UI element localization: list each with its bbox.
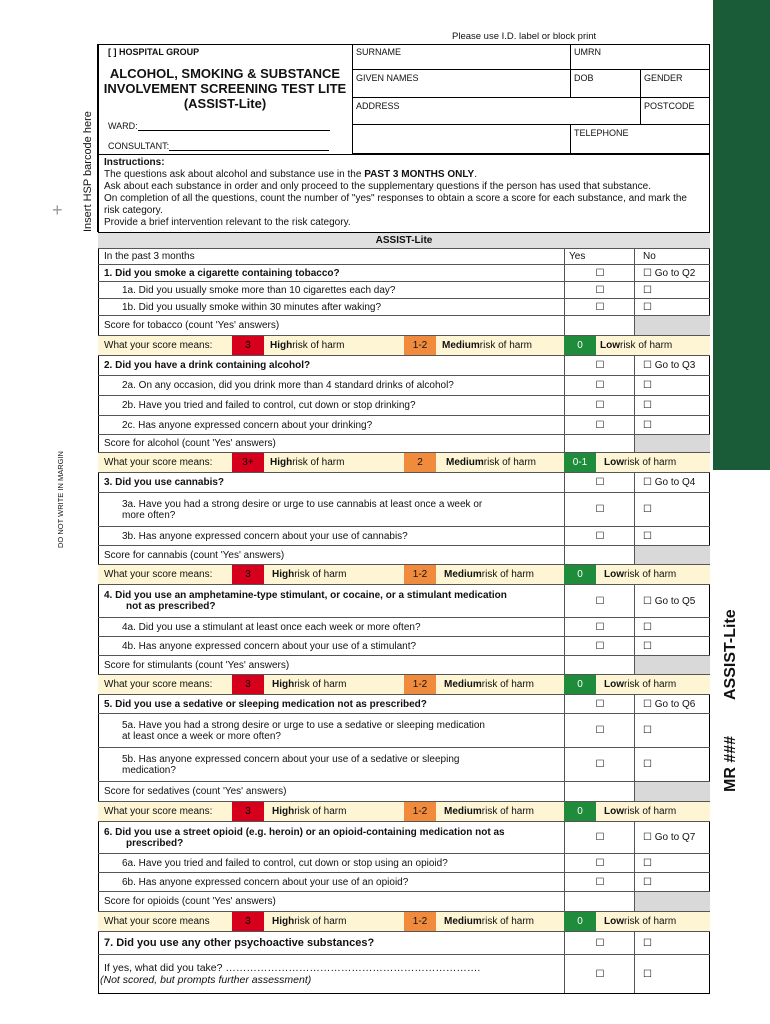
yes-header: Yes: [564, 249, 634, 264]
score-row: [98, 892, 710, 912]
medium-score: 2: [404, 453, 436, 472]
question-row: [98, 376, 710, 396]
high-score: 3: [232, 675, 264, 694]
question-row: [98, 356, 710, 376]
question-text: [122, 493, 482, 526]
text: not as prescribed?: [126, 601, 216, 612]
low-text: [604, 565, 676, 584]
text: .: [474, 169, 477, 180]
question-text: 2. Did you have a drink containing alcohol?: [104, 360, 311, 371]
low-score: 0: [564, 675, 596, 694]
risk-row: [98, 336, 710, 356]
score-label: Score for tobacco (count 'Yes' answers): [104, 320, 280, 331]
question-text: 1b. Did you usually smoke within 30 minutes after waking?: [122, 301, 382, 313]
text: risk of harm: [624, 679, 677, 690]
low-score: 0: [564, 336, 596, 355]
medium-text: [444, 565, 534, 584]
high-text: [272, 675, 346, 694]
yes-checkbox[interactable]: ☐: [564, 356, 635, 375]
question-text: 6a. Have you tried and failed to control, cut down or stop using an opioid?: [122, 857, 448, 869]
score-row: [98, 656, 710, 675]
no-checkbox[interactable]: ☐: [634, 416, 710, 434]
question-text: 4b. Has anyone expressed concern about your use of a stimulant?: [122, 640, 417, 652]
ward-label: WARD:: [108, 121, 138, 131]
question-text: 7. Did you use any other psychoactive substances?: [104, 937, 375, 949]
question-row: [98, 822, 710, 854]
yes-checkbox[interactable]: ☐: [564, 473, 635, 492]
low-score: 0-1: [564, 453, 596, 472]
risk-label: What your score means:: [104, 806, 213, 817]
question-row: [98, 527, 710, 546]
score-row: [98, 546, 710, 565]
text: risk of harm: [481, 569, 535, 580]
question-text: 2c. Has anyone expressed concern about your drinking?: [122, 419, 373, 431]
high-text: [272, 802, 346, 821]
no-checkbox[interactable]: ☐: [634, 618, 710, 636]
instructions-line: Ask about each substance in order and only proceed to the supplementary questions if the person has used that substance.: [104, 181, 652, 192]
address-field[interactable]: ADDRESS: [352, 98, 640, 125]
instructions: [98, 154, 710, 232]
risk-label: What your score means:: [104, 340, 213, 351]
question-row: [98, 932, 710, 955]
medium-score: 1-2: [404, 675, 436, 694]
yes-checkbox[interactable]: ☐: [564, 748, 635, 781]
text: Low: [604, 679, 624, 690]
text: PAST 3 MONTHS ONLY: [364, 169, 475, 180]
given-names-field[interactable]: GIVEN NAMES: [352, 70, 570, 98]
high-text: [272, 565, 346, 584]
title-line: (ASSIST-Lite): [183, 96, 267, 111]
yes-checkbox[interactable]: ☐: [564, 637, 635, 655]
low-text: [604, 802, 676, 821]
text: Medium: [444, 806, 482, 817]
ward-line: [138, 130, 330, 131]
no-checkbox[interactable]: ☐ Go to Q7: [634, 822, 710, 853]
no-checkbox[interactable]: ☐: [634, 282, 710, 298]
low-text: [604, 675, 676, 694]
no-checkbox[interactable]: ☐ Go to Q3: [634, 356, 710, 375]
question-row: [98, 955, 710, 993]
question-row: [98, 854, 710, 873]
yes-checkbox[interactable]: ☐: [564, 265, 635, 281]
ward-field[interactable]: [108, 121, 330, 131]
no-checkbox[interactable]: ☐: [634, 493, 710, 526]
yes-checkbox[interactable]: ☐: [564, 376, 635, 395]
gender-field[interactable]: GENDER: [640, 70, 710, 98]
text: Low: [604, 916, 624, 927]
question-text: 4a. Did you use a stimulant at least once each week or more often?: [122, 621, 421, 633]
high-score: 3: [232, 565, 264, 584]
consultant-line: [169, 150, 329, 151]
score-label: Score for alcohol (count 'Yes' answers): [104, 438, 276, 449]
text: risk of harm: [481, 916, 535, 927]
score-shaded: [634, 656, 710, 674]
band-title: ASSIST-Lite: [375, 235, 433, 246]
instructions-line: Provide a brief intervention relevant to the risk category.: [104, 217, 351, 228]
text: High: [272, 679, 295, 690]
text: The questions ask about alcohol and substance use in the: [104, 169, 365, 180]
score-input[interactable]: [564, 782, 635, 801]
barcode-label: Insert HSP barcode here: [82, 111, 94, 232]
risk-row: [98, 912, 710, 932]
text: High: [272, 806, 295, 817]
risk-label: What your score means:: [104, 569, 213, 580]
yes-checkbox[interactable]: ☐: [564, 932, 635, 954]
dob-field[interactable]: DOB: [570, 70, 640, 98]
question-row: [98, 416, 710, 435]
umrn-field[interactable]: UMRN: [570, 44, 710, 70]
question-text: [104, 585, 507, 617]
high-score: 3: [232, 802, 264, 821]
yes-checkbox[interactable]: ☐: [564, 493, 635, 526]
yes-checkbox[interactable]: ☐: [564, 299, 635, 315]
text: Low: [604, 569, 624, 580]
yes-checkbox[interactable]: ☐: [564, 396, 635, 415]
no-checkbox[interactable]: ☐: [634, 527, 710, 545]
score-input[interactable]: [564, 316, 635, 335]
title-line: ALCOHOL, SMOKING & SUBSTANCE: [109, 66, 341, 81]
score-label: Score for sedatives (count 'Yes' answers): [104, 786, 287, 797]
text: risk of harm: [292, 340, 345, 351]
telephone-field[interactable]: TELEPHONE: [570, 125, 710, 154]
question-text: [104, 822, 505, 853]
text: at least once a week or more often?: [122, 730, 281, 742]
risk-row: [98, 802, 710, 822]
no-checkbox[interactable]: ☐ Go to Q5: [634, 585, 710, 617]
low-score: 0: [564, 912, 596, 931]
text: Low: [600, 340, 620, 351]
score-shaded: [634, 782, 710, 801]
table-band: [98, 232, 710, 249]
low-text: [604, 453, 676, 472]
score-label: Score for cannabis (count 'Yes' answers): [104, 549, 285, 561]
yes-checkbox[interactable]: ☐: [564, 416, 635, 434]
low-text: [604, 912, 676, 931]
question-text: 3. Did you use cannabis?: [104, 477, 225, 488]
text: Medium: [444, 679, 482, 690]
yes-checkbox[interactable]: ☐: [564, 955, 635, 993]
text: Low: [604, 806, 624, 817]
yes-checkbox[interactable]: ☐: [564, 822, 635, 853]
text: risk of harm: [481, 679, 535, 690]
hospital-group: [ ] HOSPITAL GROUP: [108, 47, 200, 57]
no-checkbox[interactable]: ☐: [634, 396, 710, 415]
medium-text: [444, 912, 534, 931]
score-row: [98, 782, 710, 802]
text: risk of harm: [292, 457, 345, 468]
crosshair-icon: +: [52, 200, 63, 220]
question-text: 5. Did you use a sedative or sleeping medication not as prescribed?: [104, 698, 427, 710]
yes-checkbox[interactable]: ☐: [564, 618, 635, 636]
medium-score: 1-2: [404, 565, 436, 584]
consultant-field[interactable]: [108, 141, 329, 151]
question-row: [98, 265, 710, 282]
no-checkbox[interactable]: ☐ Go to Q4: [634, 473, 710, 492]
title-line: INVOLVEMENT SCREENING TEST LITE: [103, 81, 347, 96]
not-scored-note: (Not scored, but prompts further assessment): [100, 974, 312, 986]
question-text: [122, 714, 485, 747]
no-checkbox[interactable]: ☐: [634, 873, 710, 891]
question-row: [98, 873, 710, 892]
no-checkbox[interactable]: ☐: [634, 637, 710, 655]
score-shaded: [634, 546, 710, 564]
high-text: [270, 336, 344, 355]
text: risk of harm: [479, 340, 533, 351]
margin-note: DO NOT WRITE IN MARGIN: [56, 451, 65, 548]
question-text: 2b. Have you tried and failed to control, cut down or stop drinking?: [122, 400, 416, 411]
score-input[interactable]: [564, 435, 635, 452]
question-text: 3b. Has anyone expressed concern about your use of cannabis?: [122, 530, 408, 542]
text: risk of harm: [294, 569, 347, 580]
text: risk of harm: [624, 457, 677, 468]
consultant-label: CONSULTANT:: [108, 141, 170, 151]
text: Medium: [442, 340, 480, 351]
address-continued[interactable]: [352, 125, 570, 154]
score-input[interactable]: [564, 656, 635, 674]
instructions-line: On completion of all the questions, count the number of "yes" responses to obtain a score a score for each substance, and mark the risk category.: [104, 193, 687, 216]
score-shaded: [634, 892, 710, 911]
medium-score: 1-2: [404, 336, 436, 355]
yes-checkbox[interactable]: ☐: [564, 854, 635, 872]
text: risk of harm: [624, 806, 677, 817]
medium-text: [444, 675, 534, 694]
instructions-heading: Instructions:: [104, 157, 165, 168]
question-row: [98, 299, 710, 316]
question-row: [98, 473, 710, 493]
question-row: [98, 618, 710, 637]
yes-checkbox[interactable]: ☐: [564, 527, 635, 545]
score-input[interactable]: [564, 546, 635, 564]
high-score: 3+: [232, 453, 264, 472]
text: High: [272, 569, 295, 580]
side-mr-number: MR ###: [722, 735, 739, 792]
question-row: [98, 748, 710, 782]
question-text: 2a. On any occasion, did you drink more than 4 standard drinks of alcohol?: [122, 380, 454, 391]
form-title: [98, 66, 352, 111]
medium-score: 1-2: [404, 802, 436, 821]
yes-checkbox[interactable]: ☐: [564, 714, 635, 747]
form-header: [98, 44, 352, 154]
score-label: Score for stimulants (count 'Yes' answers): [104, 659, 290, 671]
no-checkbox[interactable]: ☐: [634, 376, 710, 395]
question-text: 1a. Did you usually smoke more than 10 cigarettes each day?: [122, 284, 396, 296]
risk-label: What your score means:: [104, 679, 213, 690]
score-shaded: [634, 435, 710, 452]
no-checkbox[interactable]: ☐: [634, 714, 710, 747]
text: High: [270, 340, 293, 351]
question-row: [98, 585, 710, 618]
text: risk of harm: [294, 916, 347, 927]
period-label: In the past 3 months: [104, 251, 195, 262]
text: medication?: [122, 764, 176, 776]
no-checkbox[interactable]: ☐ Go to Q2: [634, 265, 710, 281]
yes-checkbox[interactable]: ☐: [564, 695, 635, 713]
text: prescribed?: [126, 837, 184, 849]
question-row: [98, 714, 710, 748]
text: 4. Did you use an amphetamine-type stimulant, or cocaine, or a stimulant medication: [104, 590, 507, 601]
text: risk of harm: [483, 457, 537, 468]
no-checkbox[interactable]: ☐: [634, 854, 710, 872]
question-row: [98, 493, 710, 527]
score-input[interactable]: [564, 892, 635, 911]
text: Low: [604, 457, 624, 468]
text: risk of harm: [481, 806, 535, 817]
table-header-row: [98, 249, 710, 265]
risk-label: What your score means: [104, 916, 210, 927]
instructions-line: [104, 169, 704, 181]
question-text: 1. Did you smoke a cigarette containing tobacco?: [104, 267, 340, 279]
low-score: 0: [564, 565, 596, 584]
text: risk of harm: [294, 806, 347, 817]
text: High: [272, 916, 295, 927]
medium-text: [446, 453, 536, 472]
risk-row: [98, 675, 710, 695]
top-note: Please use I.D. label or block print: [452, 31, 597, 42]
text: risk of harm: [294, 679, 347, 690]
question-row: [98, 695, 710, 714]
text: Medium: [444, 569, 482, 580]
medium-text: [442, 336, 532, 355]
score-row: [98, 435, 710, 453]
high-text: [270, 453, 344, 472]
question-row: [98, 637, 710, 656]
score-shaded: [634, 316, 710, 335]
text: Medium: [444, 916, 482, 927]
text: risk of harm: [624, 569, 677, 580]
medium-text: [444, 802, 534, 821]
other-substance-prompt[interactable]: If yes, what did you take? ……………………………………………………………….: [104, 962, 481, 974]
risk-row: [98, 453, 710, 473]
green-side-bar: [713, 0, 770, 470]
low-text: [600, 336, 672, 355]
yes-checkbox[interactable]: ☐: [564, 873, 635, 891]
surname-field[interactable]: SURNAME: [352, 44, 570, 70]
high-score: 3: [232, 912, 264, 931]
no-checkbox[interactable]: ☐ Go to Q6: [634, 695, 710, 713]
assist-table: [98, 232, 710, 993]
text: risk of harm: [624, 916, 677, 927]
risk-label: What your score means:: [104, 457, 213, 468]
text: 5a. Have you had a strong desire or urge to use a sedative or sleeping medication: [122, 719, 485, 731]
yes-checkbox[interactable]: ☐: [564, 585, 635, 617]
text: risk of harm: [620, 340, 673, 351]
side-title: ASSIST-Lite: [722, 609, 739, 700]
medium-score: 1-2: [404, 912, 436, 931]
high-text: [272, 912, 346, 931]
question-text: 6b. Has anyone expressed concern about your use of an opioid?: [122, 876, 409, 888]
score-label: Score for opioids (count 'Yes' answers): [104, 896, 276, 907]
score-row: [98, 316, 710, 336]
no-checkbox[interactable]: ☐: [634, 299, 710, 315]
question-row: [98, 282, 710, 299]
no-checkbox[interactable]: ☐: [634, 932, 710, 954]
risk-row: [98, 565, 710, 585]
barcode-area: [82, 44, 98, 232]
no-checkbox[interactable]: ☐: [634, 955, 710, 993]
text: Medium: [446, 457, 484, 468]
no-header: No: [634, 249, 710, 264]
question-row: [98, 396, 710, 416]
question-text: [100, 955, 481, 993]
text: 3a. Have you had a strong desire or urge to use cannabis at least once a week or: [122, 498, 483, 510]
question-text: [122, 748, 459, 781]
no-checkbox[interactable]: ☐: [634, 748, 710, 781]
postcode-field[interactable]: POSTCODE: [640, 98, 710, 125]
text: 5b. Has anyone expressed concern about your use of a sedative or sleeping: [122, 753, 460, 765]
text: High: [270, 457, 293, 468]
low-score: 0: [564, 802, 596, 821]
text: 6. Did you use a street opioid (e.g. heroin) or an opioid-containing medication not as: [104, 826, 505, 838]
high-score: 3: [232, 336, 264, 355]
yes-checkbox[interactable]: ☐: [564, 282, 635, 298]
text: more often?: [122, 509, 176, 521]
